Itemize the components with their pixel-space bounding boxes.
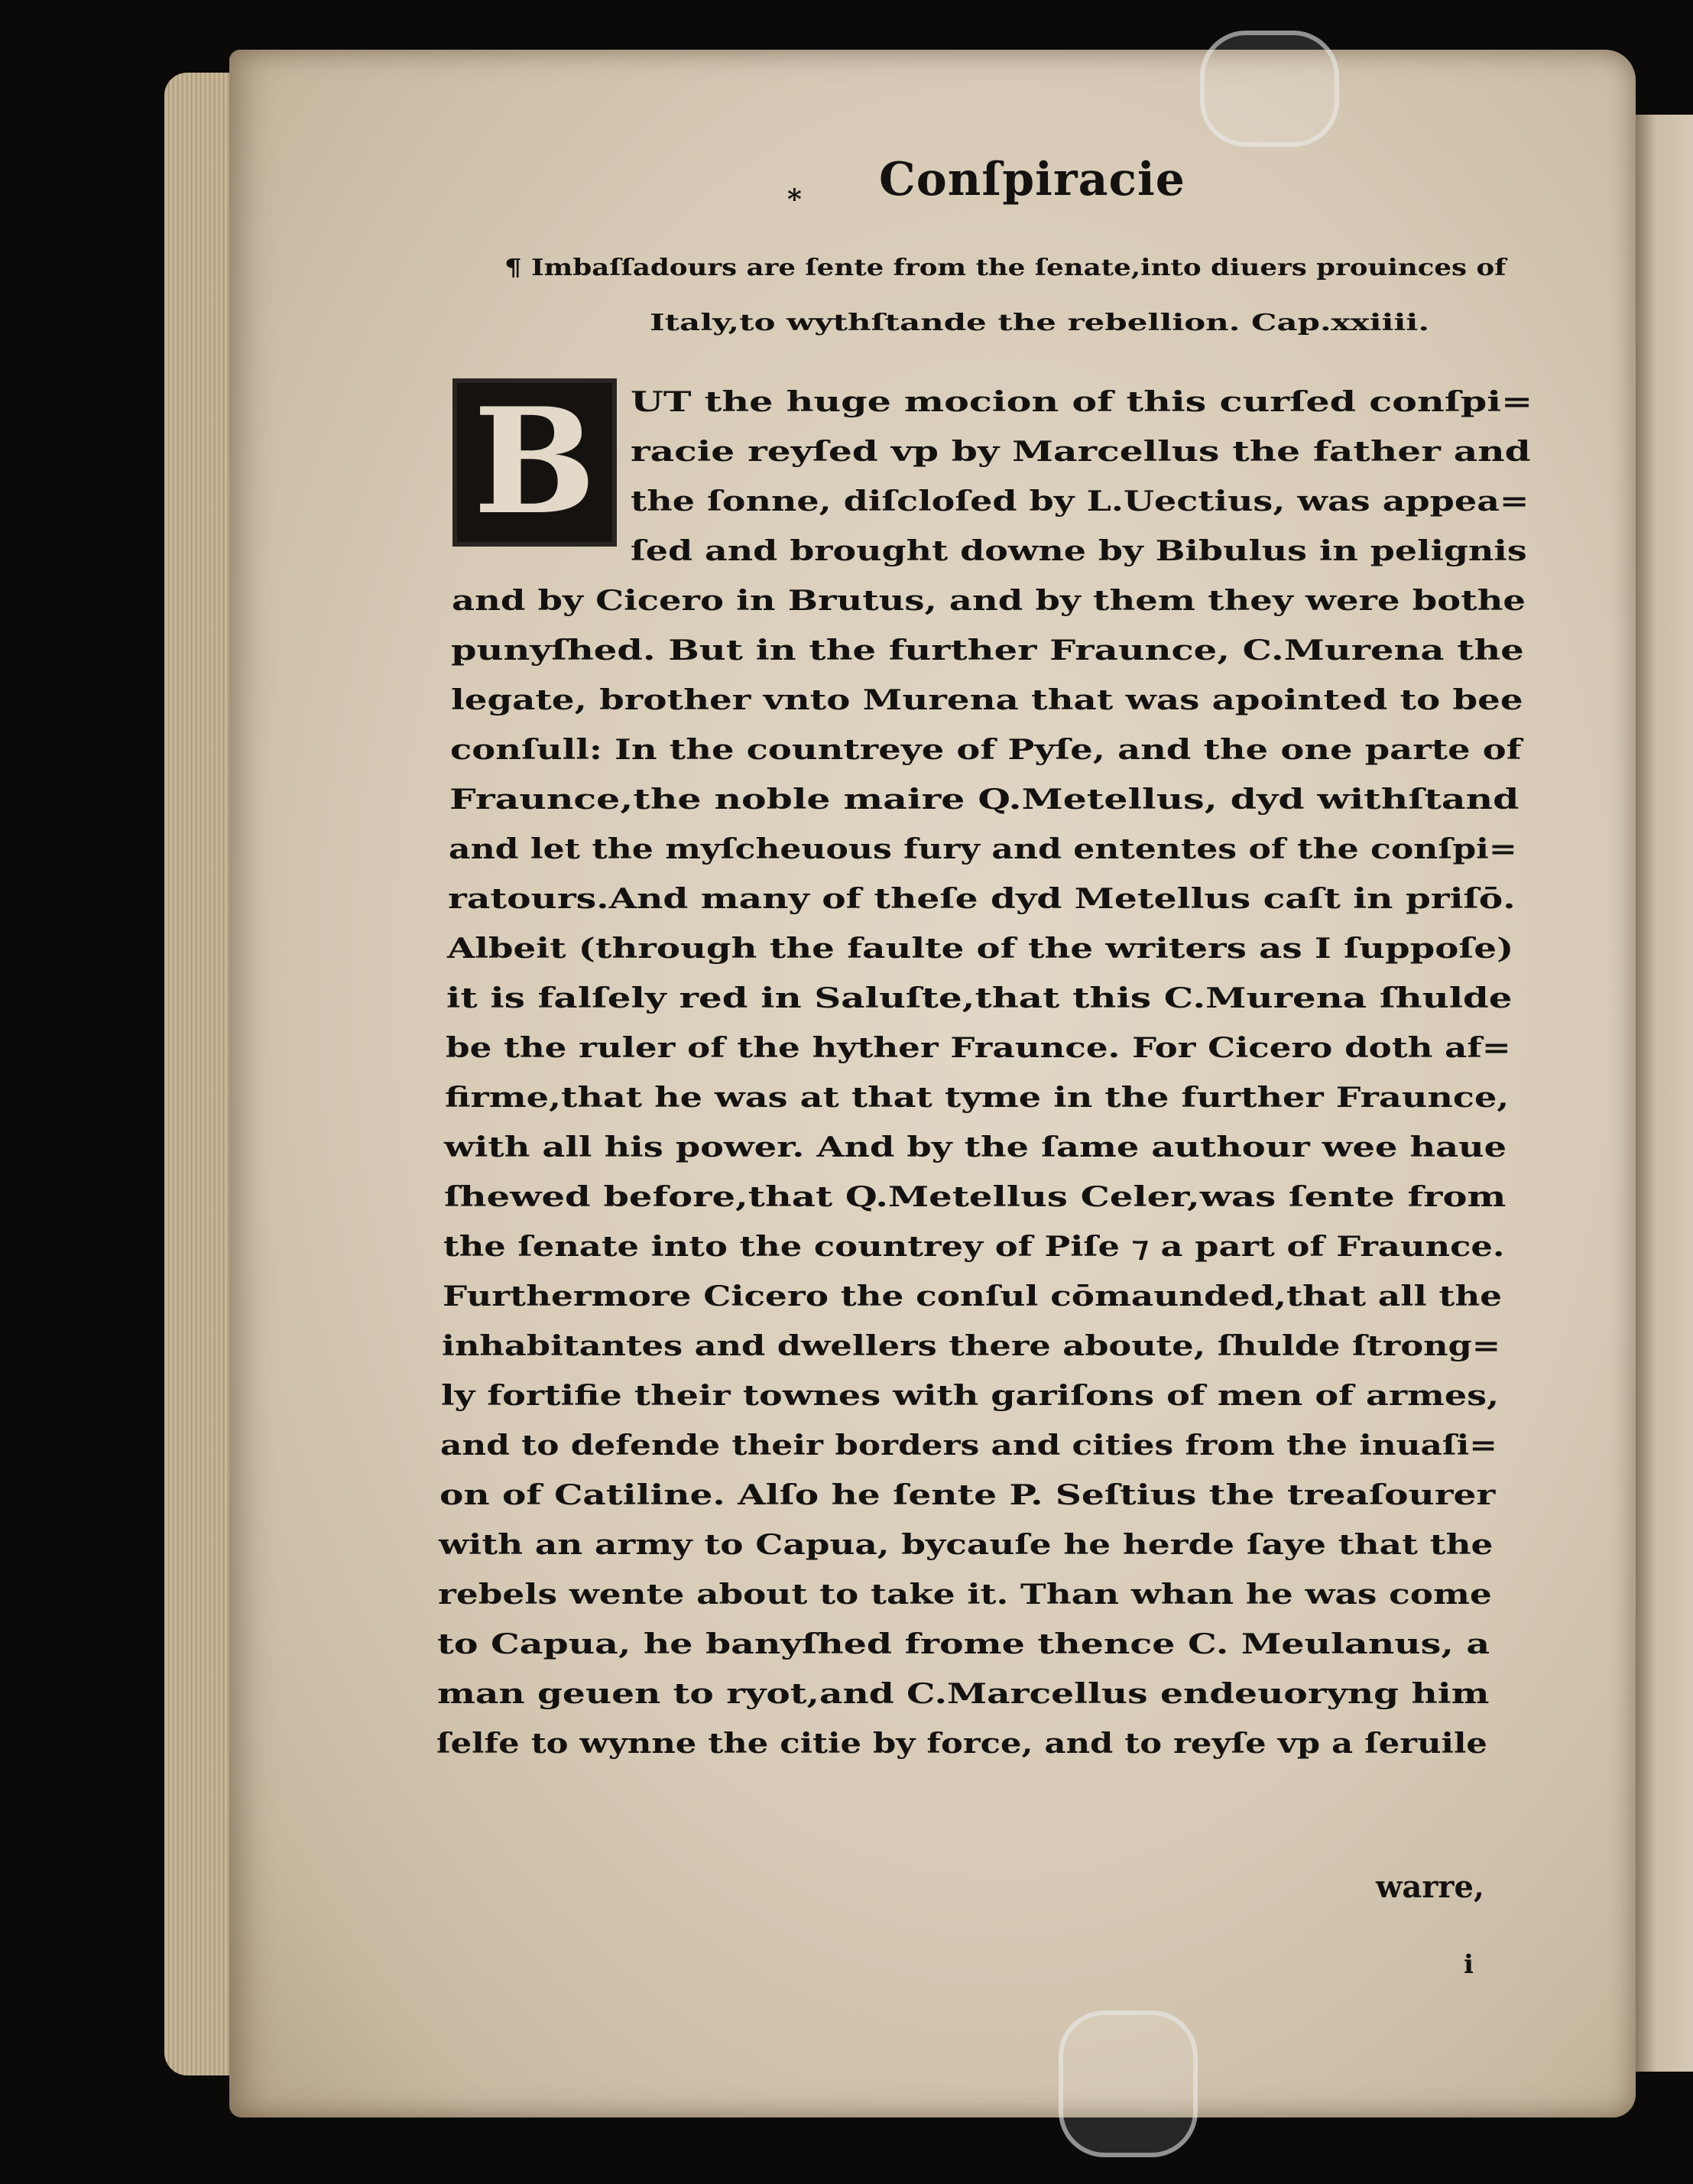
body-line: racie reyſed vp by Marcellus the father and [631,436,1531,468]
body-line: punyſhed. But in the further Fraunce, C.Murena the [451,634,1524,667]
body-line: rebels wente about to take it. Than whan he was come [438,1579,1492,1611]
body-line: man geuen to ryot,and C.Marcellus endeuoryng him [437,1678,1490,1710]
body-line: it is falſely red in Saluſte,that this C.Murena ſhulde [446,982,1513,1014]
body-line: conſull: In the countreye of Pyſe, and the one parte of [450,734,1522,766]
chapter-heading-line-2: Italy,to wythſtande the rebellion. Cap.xxiiii. [650,310,1430,336]
body-line: ratours.And many of theſe dyd Metellus caſt in priſō. [448,883,1516,915]
catchword: warre, [1376,1869,1484,1905]
body-line: ſhewed before,that Q.Metellus Celer,was ſente from [444,1181,1507,1213]
drop-capital-letter: B [473,376,596,547]
running-title: Conſpiracie [879,153,1185,206]
body-line: with an army to Capua, bycauſe he herde ſaye that the [439,1529,1494,1561]
body-line: ly fortifie their townes with gariſons of men of armes, [441,1380,1500,1412]
body-line: ſelfe to wynne the citie by force, and to reyſe vp a ſeruile [436,1728,1487,1760]
body-line: to Capua, he banyſhed frome thence C. Meulanus, a [437,1628,1490,1660]
body-line: the ſonne, diſcloſed by L.Uectius, was appea= [631,485,1529,518]
chapter-heading-line-1: ¶ Imbaſſadours are ſente from the ſenate,into diuers prouinces of [504,255,1507,281]
body-line: UT the huge mocion of this curſed conſpi= [631,386,1533,418]
facing-page-edge [1632,115,1693,2072]
body-line: and let the myſcheuous fury and ententes of the conſpi= [449,833,1517,865]
body-line: legate, brother vnto Murena that was apointed to bee [451,684,1523,716]
page-clip-bottom [1059,2010,1198,2157]
title-ornament-mark: ⁎ [787,176,802,208]
body-line: inhabitantes and dwellers there aboute, ſhulde ſtrong= [442,1330,1501,1362]
page-clip-top [1200,31,1339,147]
body-line: ſed and brought downe by Bibulus in pelignis [631,535,1527,567]
body-line: Furthermore Cicero the conſul cōmaunded,that all the [443,1280,1503,1313]
body-line: and by Cicero in Brutus, and by them they were bothe [452,585,1526,617]
body-line: Albeit (through the faulte of the writers as I ſuppoſe) [447,933,1514,965]
body-line: on of Catiline. Alſo he ſente P. Seſtius the treaſourer [439,1479,1496,1511]
body-line: and to defende their borders and cities from the inuaſi= [440,1429,1497,1462]
drop-capital [452,378,617,547]
body-line: be the ruler of the hyther Fraunce. For Cicero doth af= [446,1032,1511,1064]
body-line: firme,that he was at that tyme in the further Fraunce, [445,1082,1510,1114]
body-line: with all his power. And by the ſame authour wee haue [444,1131,1507,1163]
body-line: Fraunce,the noble maire Q.Metellus, dyd withſtand [449,784,1519,816]
body-line: the ſenate into the countrey of Piſe ⁊ a part of Fraunce. [443,1231,1505,1263]
signature-mark: i [1464,1949,1474,1980]
